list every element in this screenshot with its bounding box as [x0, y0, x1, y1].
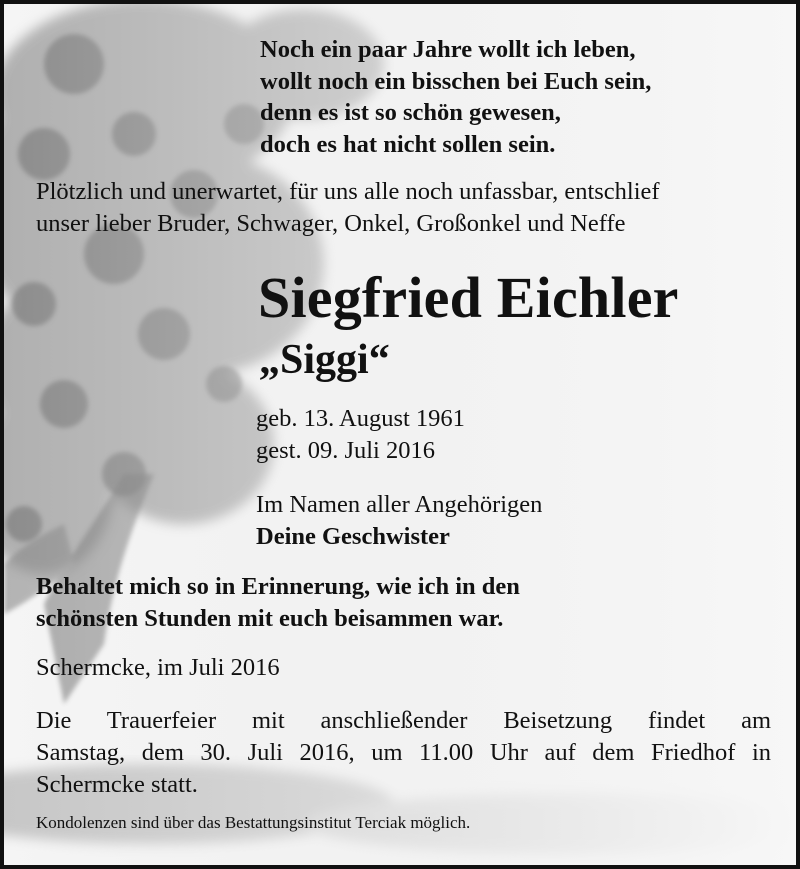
funeral-service-notice: [36, 705, 771, 801]
death-date: gest. 09. Juli 2016: [256, 437, 435, 464]
poem-line: denn es ist so schön gewesen,: [260, 99, 561, 126]
deceased-name: Siegfried Eichler: [258, 265, 679, 330]
poem: [260, 34, 651, 160]
poem-line: Noch ein paar Jahre wollt ich leben,: [260, 36, 636, 63]
poem-line: wollt noch ein bisschen bei Euch sein,: [260, 67, 652, 95]
service-line: Samstag, dem 30. Juli 2016, um 11.00 Uhr auf dem Friedhof in: [36, 739, 771, 766]
intro-line: Plötzlich und unerwartet, für uns alle noch unfassbar, entschlief: [36, 178, 660, 205]
poem-line: doch es hat nicht sollen sein.: [260, 130, 556, 158]
place-date: Schermcke, im Juli 2016: [36, 654, 280, 681]
mourners-signature: Deine Geschwister: [256, 523, 450, 550]
quote-line: schönsten Stunden mit euch beisammen war.: [36, 605, 504, 632]
birth-date: geb. 13. August 1961: [256, 405, 465, 432]
intro-line: unser lieber Bruder, Schwager, Onkel, Großonkel und Neffe: [36, 210, 626, 237]
service-line: Die Trauerfeier mit anschließender Beisetzung findet am: [36, 707, 771, 734]
deceased-nickname: „Siggi“: [259, 337, 390, 383]
intro-text: [36, 176, 660, 240]
service-line: Schermcke statt.: [36, 771, 198, 798]
quote-line: Behaltet mich so in Erinnerung, wie ich in den: [36, 573, 520, 600]
life-dates: [256, 403, 465, 467]
mourners-line: Im Namen aller Angehörigen: [256, 491, 543, 518]
mourners: [256, 489, 542, 553]
memorial-quote: [36, 571, 520, 635]
condolences-note: Kondolenzen sind über das Bestattungsinstitut Terciak möglich.: [36, 813, 471, 832]
